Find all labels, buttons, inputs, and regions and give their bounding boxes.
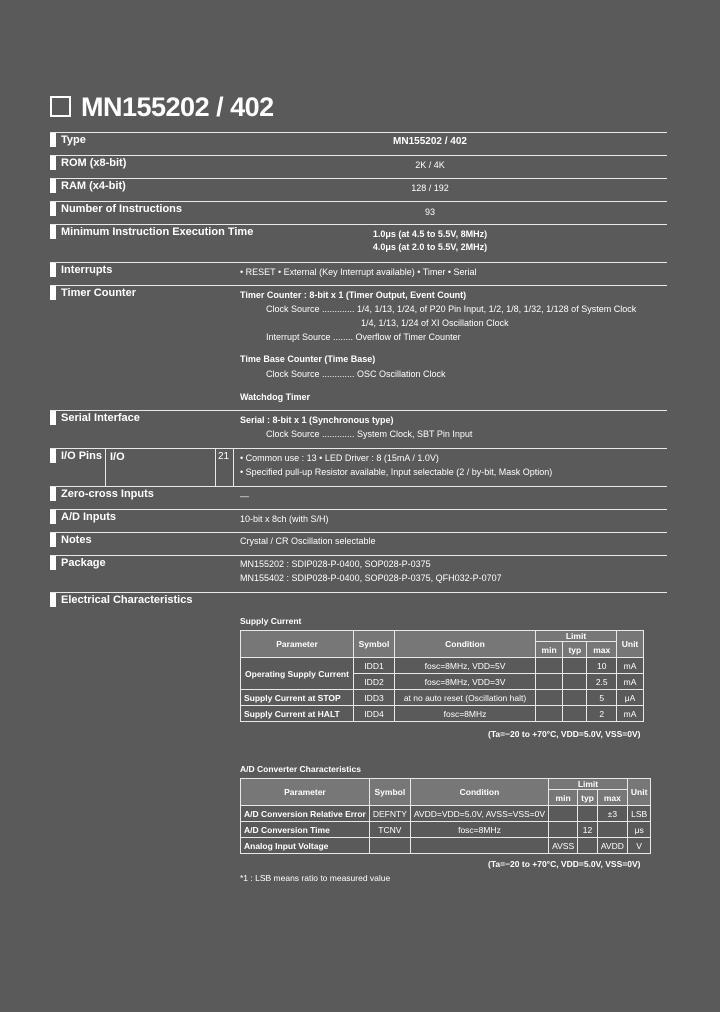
- row-label: RAM (x4-bit): [61, 180, 126, 192]
- timer-line: Clock Source ............. 1/4, 1/13, 1/24, of P20 Pin Input, 1/2, 1/8, 1/32, 1/128 of System Clock: [266, 304, 637, 314]
- table-cell: mA: [617, 706, 644, 722]
- row-io: [50, 448, 667, 486]
- page-title: MN155202 / 402: [50, 92, 274, 123]
- table-row: [241, 706, 644, 722]
- row-notes: [50, 532, 667, 555]
- timer-line: Clock Source ............. OSC Oscillation Clock: [266, 369, 446, 379]
- row-label: Electrical Characteristics: [61, 594, 193, 606]
- row-marker: [50, 202, 56, 216]
- header-cell: Unit: [617, 631, 644, 658]
- table-cell: Operating Supply Current: [241, 658, 354, 690]
- row-marker: [50, 533, 56, 547]
- table-cell: μs: [627, 822, 651, 838]
- row-package: [50, 555, 667, 592]
- row-marker: [50, 179, 56, 193]
- row-value: 128 / 192: [411, 183, 449, 193]
- table-cell: Analog Input Voltage: [241, 838, 370, 854]
- table-cell: [563, 706, 587, 722]
- row-label: Type: [61, 134, 86, 146]
- io-line: • Common use : 13 • LED Driver : 8 (15mA / 1.0V): [240, 453, 439, 463]
- header-cell: min: [536, 642, 563, 658]
- adc-caption: A/D Converter Characteristics: [240, 764, 361, 774]
- table-cell: at no auto reset (Oscillation halt): [395, 690, 536, 706]
- table-row: [241, 838, 651, 854]
- row-marker: [50, 510, 56, 524]
- row-marker: [50, 593, 56, 607]
- row-label: Interrupts: [61, 264, 113, 276]
- table-cell: μA: [617, 690, 644, 706]
- row-value: Crystal / CR Oscillation selectable: [240, 536, 376, 546]
- table-cell: [563, 690, 587, 706]
- timer-line: Time Base Counter (Time Base): [240, 354, 376, 364]
- table-cell: ±3: [597, 806, 627, 822]
- table-cell: mA: [617, 658, 644, 674]
- table-cell: mA: [617, 674, 644, 690]
- adc-table: [240, 778, 651, 854]
- row-rom: [50, 155, 667, 178]
- table-cell: fosc=8MHz, VDD=3V: [395, 674, 536, 690]
- timer-line: 1/4, 1/13, 1/24 of XI Oscillation Clock: [361, 318, 509, 328]
- table-cell: 5: [587, 690, 617, 706]
- package-line: MN155202 : SDIP028-P-0400, SOP028-P-0375: [240, 559, 431, 569]
- row-label: Timer Counter: [61, 287, 136, 299]
- table-header-row: [241, 779, 651, 790]
- header-cell: min: [549, 790, 578, 806]
- header-cell: Condition: [410, 779, 548, 806]
- table-row: [241, 806, 651, 822]
- divider: [233, 449, 234, 486]
- table-cell: 12: [578, 822, 598, 838]
- table-cell: AVDD: [597, 838, 627, 854]
- table-row: [241, 690, 644, 706]
- header-cell: Condition: [395, 631, 536, 658]
- table-cell: [578, 838, 598, 854]
- row-label: Number of Instructions: [61, 203, 183, 215]
- row-ad-inputs: [50, 509, 667, 532]
- table-cell: TCNV: [369, 822, 410, 838]
- row-value: 93: [424, 207, 435, 217]
- table-cell: LSB: [627, 806, 651, 822]
- table-cell: IDD4: [354, 706, 395, 722]
- row-ram: [50, 178, 667, 201]
- header-cell: Symbol: [369, 779, 410, 806]
- row-min-exec: [50, 224, 667, 262]
- table-cell: [578, 806, 598, 822]
- table-cell: fosc=8MHz, VDD=5V: [395, 658, 536, 674]
- row-marker: [50, 133, 56, 147]
- header-cell: Limit: [549, 779, 628, 790]
- table-cell: A/D Conversion Time: [241, 822, 370, 838]
- timer-line: Watchdog Timer: [240, 392, 311, 402]
- table-cell: fosc=8MHz: [395, 706, 536, 722]
- row-label: Serial Interface: [61, 412, 140, 424]
- row-marker: [50, 225, 56, 239]
- table-cell: AVDD=VDD=5.0V, AVSS=VSS=0V: [410, 806, 548, 822]
- table-cell: [369, 838, 410, 854]
- header-cell: Parameter: [241, 779, 370, 806]
- serial-line: Serial : 8-bit x 1 (Synchronous type): [240, 415, 394, 425]
- header-cell: Limit: [536, 631, 617, 642]
- row-label: Package: [61, 557, 106, 569]
- header-cell: Unit: [627, 779, 651, 806]
- row-value: • RESET • External (Key Interrupt available) • Timer • Serial: [240, 267, 477, 277]
- io-line: • Specified pull-up Resistor available, Input selectable (2 / by-bit, Mask Option): [240, 467, 553, 477]
- io-count: 21: [218, 451, 230, 462]
- header-cell: Parameter: [241, 631, 354, 658]
- row-value-line1: 1.0μs (at 4.5 to 5.5V, 8MHz): [372, 229, 488, 239]
- table-cell: 10: [587, 658, 617, 674]
- package-line: MN155402 : SDIP028-P-0400, SOP028-P-0375, QFH032-P-0707: [240, 573, 502, 583]
- row-electrical: [50, 592, 667, 611]
- table-cell: V: [627, 838, 651, 854]
- header-cell: max: [587, 642, 617, 658]
- row-label: Zero-cross Inputs: [61, 488, 154, 500]
- row-marker: [50, 556, 56, 570]
- table-row: [241, 822, 651, 838]
- row-value: 2K / 4K: [415, 160, 445, 170]
- header-cell: Symbol: [354, 631, 395, 658]
- header-cell: typ: [578, 790, 598, 806]
- timer-line: Interrupt Source ........ Overflow of Timer Counter: [266, 332, 461, 342]
- serial-line: Clock Source ............. System Clock, SBT Pin Input: [266, 429, 473, 439]
- row-label: ROM (x8-bit): [61, 157, 127, 169]
- supply-caption: Supply Current: [240, 616, 302, 626]
- row-label: A/D Inputs: [61, 511, 116, 523]
- table-cell: Supply Current at HALT: [241, 706, 354, 722]
- row-serial: [50, 410, 667, 448]
- supply-footnote: (Ta=−20 to +70°C, VDD=5.0V, VSS=0V): [488, 729, 641, 739]
- table-cell: [549, 806, 578, 822]
- row-marker: [50, 411, 56, 425]
- table-cell: [536, 690, 563, 706]
- table-cell: A/D Conversion Relative Error: [241, 806, 370, 822]
- table-cell: DEFNTY: [369, 806, 410, 822]
- row-label: Notes: [61, 534, 92, 546]
- row-marker: [50, 449, 56, 463]
- row-zero-cross: [50, 486, 667, 509]
- table-cell: [536, 674, 563, 690]
- table-cell: Supply Current at STOP: [241, 690, 354, 706]
- table-cell: [597, 822, 627, 838]
- table-cell: [536, 658, 563, 674]
- row-marker: [50, 286, 56, 300]
- table-cell: [549, 822, 578, 838]
- table-cell: [536, 706, 563, 722]
- adc-note: *1 : LSB means ratio to measured value: [240, 873, 391, 883]
- row-instructions: [50, 201, 667, 224]
- table-cell: 2.5: [587, 674, 617, 690]
- table-cell: [563, 674, 587, 690]
- row-value: —: [240, 491, 249, 501]
- table-cell: AVSS: [549, 838, 578, 854]
- row-label: I/O Pins: [61, 450, 102, 462]
- checkbox-icon: [50, 96, 71, 117]
- row-value: 10-bit x 8ch (with S/H): [240, 514, 329, 524]
- adc-footnote: (Ta=−20 to +70°C, VDD=5.0V, VSS=0V): [488, 859, 641, 869]
- io-sub-label: I/O: [110, 451, 125, 463]
- row-label: Minimum Instruction Execution Time: [61, 226, 254, 238]
- table-cell: [563, 658, 587, 674]
- header-cell: max: [597, 790, 627, 806]
- row-interrupts: [50, 262, 667, 285]
- row-type: [50, 132, 667, 155]
- table-cell: 2: [587, 706, 617, 722]
- row-timer: [50, 285, 667, 410]
- table-header-row: [241, 631, 644, 642]
- table-cell: IDD3: [354, 690, 395, 706]
- table-cell: IDD2: [354, 674, 395, 690]
- table-cell: IDD1: [354, 658, 395, 674]
- table-row: [241, 658, 644, 674]
- timer-line: Timer Counter : 8-bit x 1 (Timer Output, Event Count): [240, 290, 467, 300]
- table-cell: [410, 838, 548, 854]
- row-marker: [50, 487, 56, 501]
- row-value: MN155202 / 402: [393, 136, 467, 147]
- row-value-line2: 4.0μs (at 2.0 to 5.5V, 2MHz): [372, 242, 488, 252]
- row-marker: [50, 263, 56, 277]
- table-cell: fosc=8MHz: [410, 822, 548, 838]
- header-cell: typ: [563, 642, 587, 658]
- divider: [105, 449, 106, 486]
- supply-current-table: [240, 630, 644, 722]
- divider: [215, 449, 216, 486]
- row-marker: [50, 156, 56, 170]
